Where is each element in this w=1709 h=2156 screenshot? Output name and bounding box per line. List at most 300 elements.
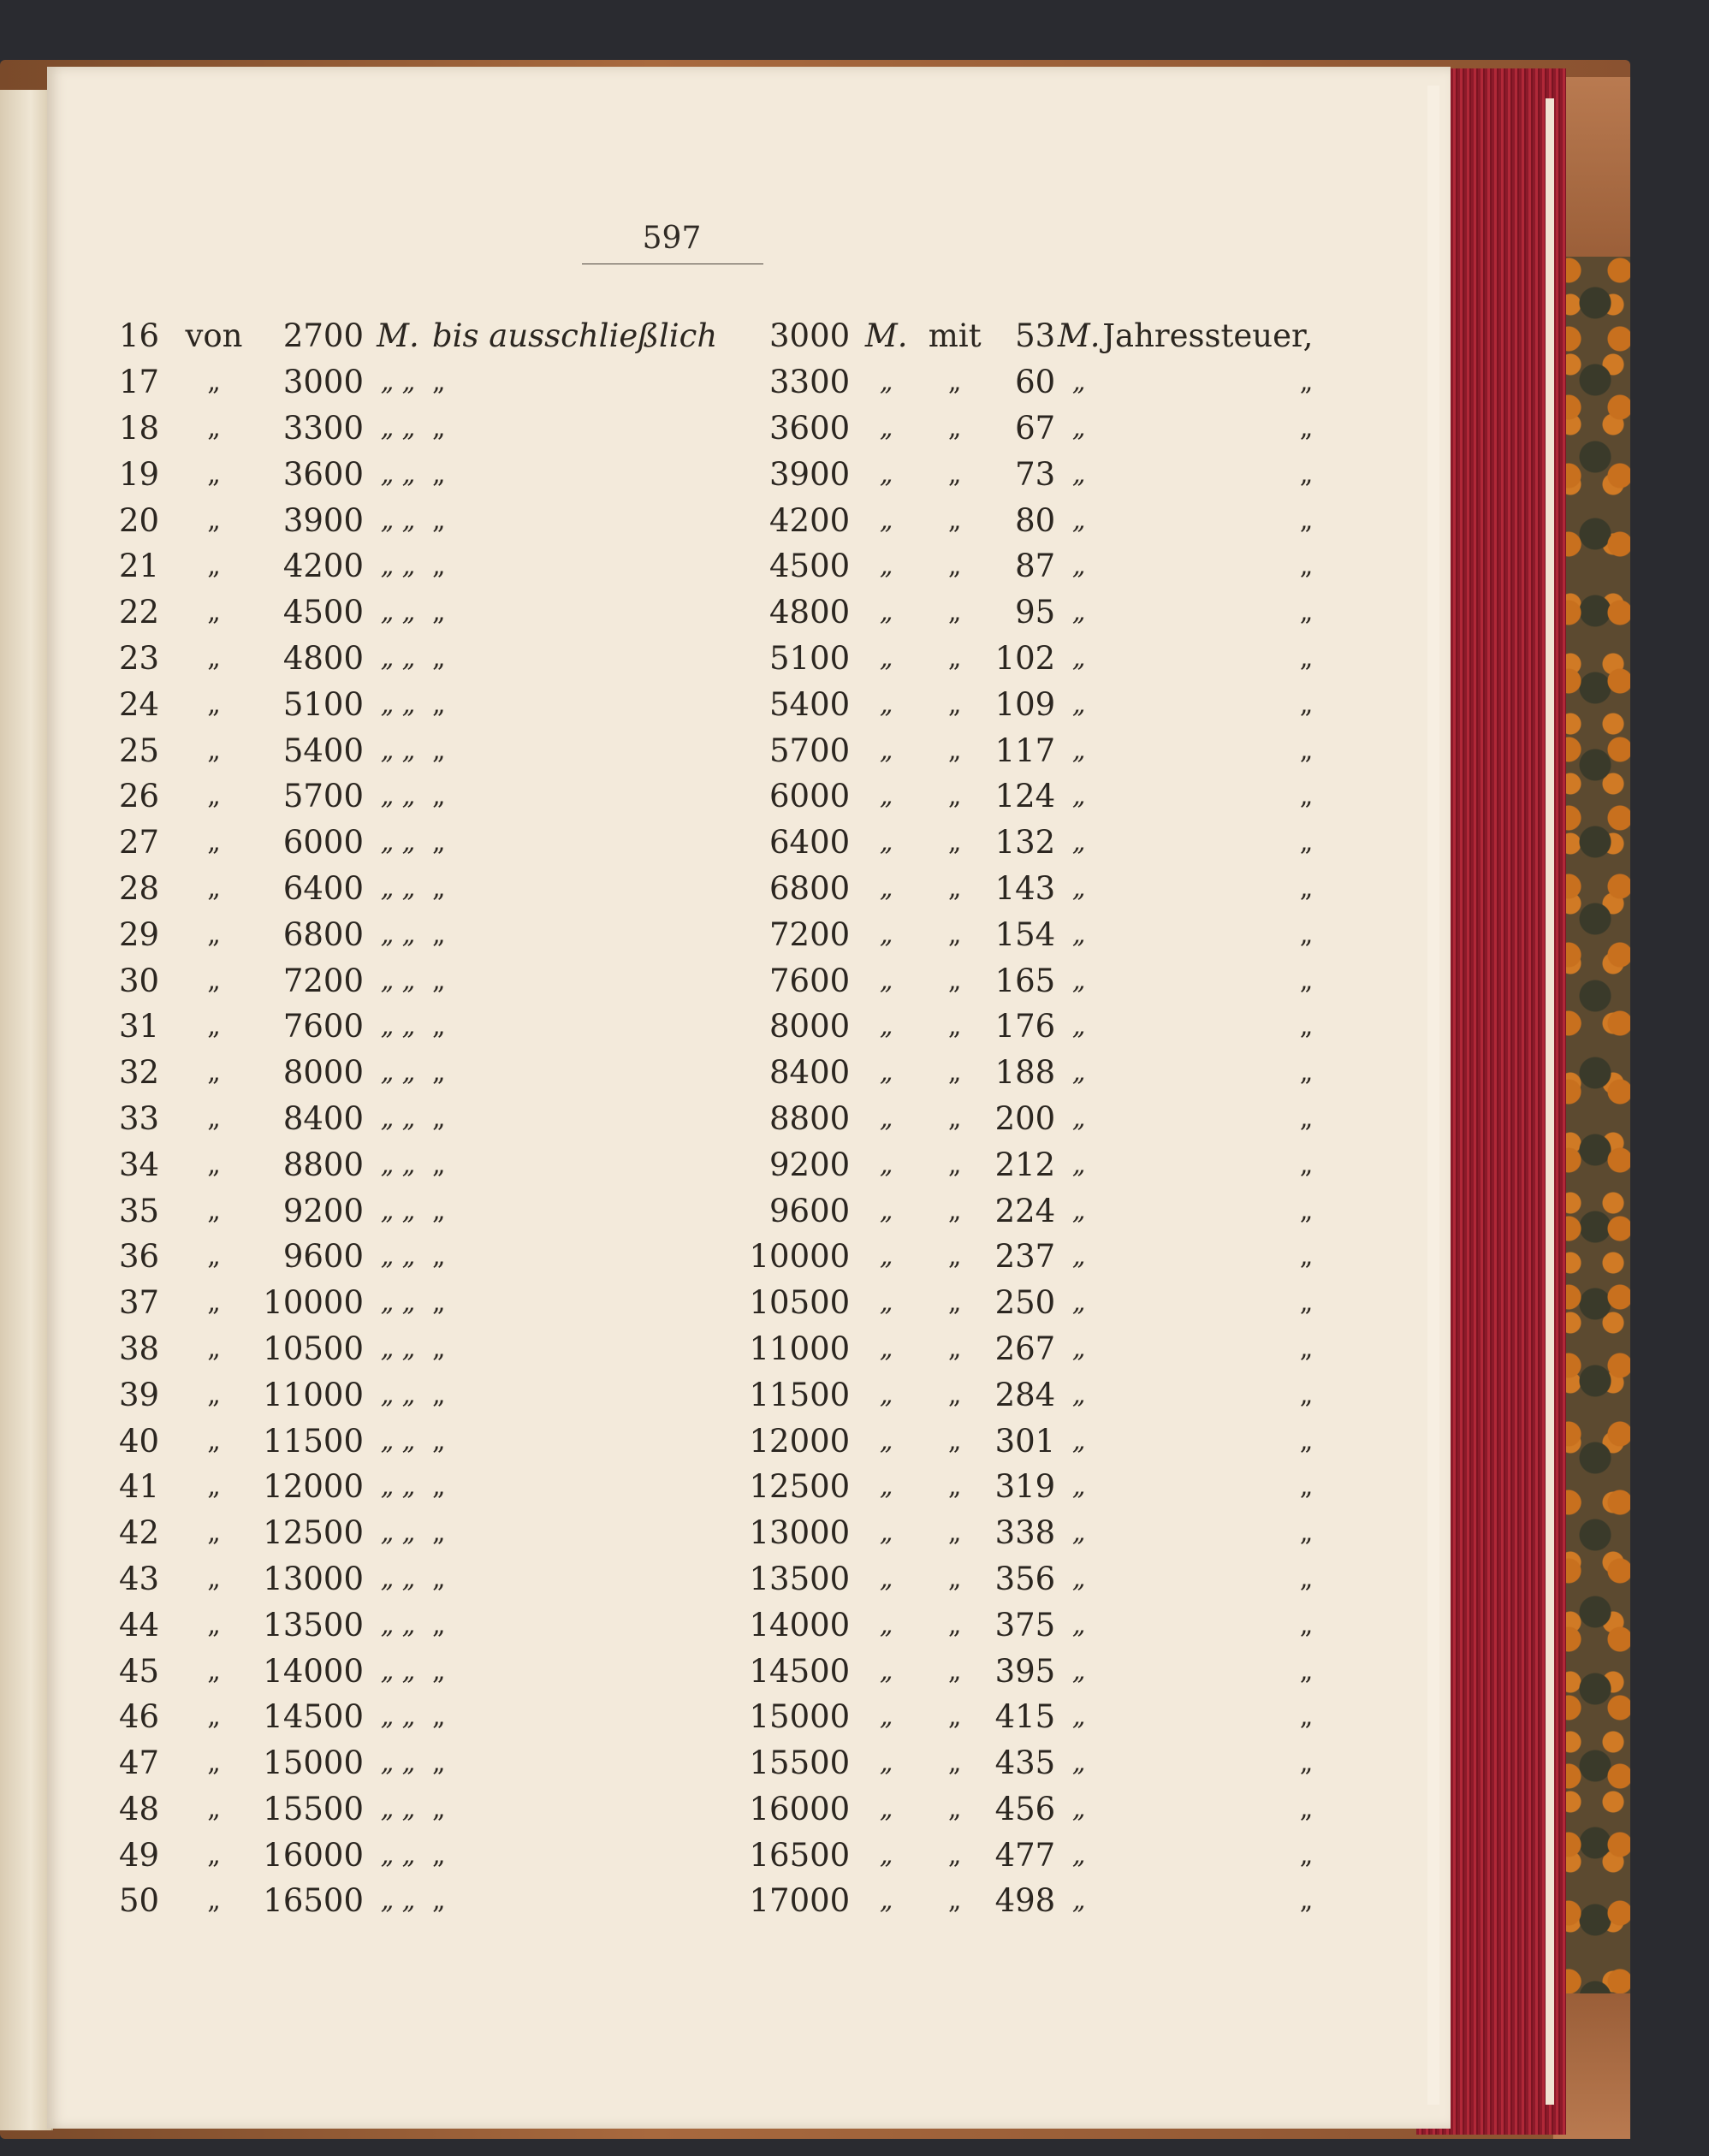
ditto-mark: „ [1071,1425,1086,1456]
annual-tax: 435 [994,1744,1056,1782]
bracket-number: 27 [118,824,160,862]
ditto-mark: „ [432,597,446,628]
table-row [103,1602,1313,1648]
page-number: 597 [642,221,702,256]
annual-tax: 154 [994,915,1056,953]
income-to: 4800 [769,594,851,631]
bracket-number: 29 [118,915,160,953]
income-to: 10000 [749,1238,851,1276]
ditto-mark: „ [947,1241,962,1272]
ditto-mark: „ [207,919,221,950]
ditto-mark: „ [207,1702,221,1732]
ditto-mark: „ [947,1702,962,1732]
ditto-mark: „ [947,827,962,858]
ditto-mark: „ [207,1011,221,1042]
ditto-mark: „ [1071,689,1086,720]
ditto-mark: „ [207,1379,221,1410]
ditto-marks: „ „ [380,1195,416,1226]
income-from: 14000 [263,1652,364,1690]
ditto-mark: „ [879,1702,893,1732]
annual-tax: 477 [994,1836,1056,1874]
income-to: 5100 [769,639,851,677]
ditto-mark: „ [1299,597,1314,628]
bracket-number: 39 [118,1376,160,1413]
ditto-mark: „ [432,505,446,536]
ditto-mark: „ [432,1886,446,1916]
ditto-mark: „ [879,1011,893,1042]
income-to: 16000 [749,1790,851,1827]
table-row [103,406,1313,452]
ditto-marks: „ „ [380,1103,416,1134]
ditto-marks: „ „ [380,505,416,536]
ditto-mark: „ [1299,1609,1314,1640]
ditto-marks: „ „ [380,643,416,673]
ditto-mark: „ [1299,1288,1314,1318]
income-from: 6000 [282,824,364,862]
ditto-mark: „ [947,412,962,443]
ditto-mark: „ [432,551,446,582]
income-from: 11500 [263,1422,364,1460]
income-to: 5700 [769,732,851,769]
table-row [103,543,1313,589]
ditto-mark: „ [879,1609,893,1640]
table-row [103,1234,1313,1280]
ditto-mark: „ [1299,643,1314,673]
mit-word: mit [928,317,982,355]
income-to: 3000 [769,317,851,355]
ditto-mark: „ [207,1149,221,1180]
annual-tax: 267 [994,1330,1056,1367]
table-row [103,1050,1313,1096]
bracket-number: 16 [118,317,160,355]
bracket-number: 45 [118,1652,160,1690]
income-from: 6400 [282,869,364,907]
income-from: 12000 [263,1468,364,1506]
income-from: 4200 [282,548,364,585]
income-to: 12000 [749,1422,851,1460]
bracket-number: 17 [118,364,160,401]
ditto-mark: „ [432,1103,446,1134]
ditto-mark: „ [432,1379,446,1410]
ditto-mark: „ [207,689,221,720]
annual-tax: 356 [994,1560,1056,1597]
ditto-mark: „ [879,919,893,950]
ditto-mark: „ [1071,735,1086,766]
income-from: 13500 [263,1606,364,1644]
ditto-mark: „ [879,1563,893,1594]
bracket-number: 28 [118,869,160,907]
ditto-mark: „ [1299,1103,1314,1134]
ditto-mark: „ [1299,459,1314,489]
ditto-mark: „ [1299,1425,1314,1456]
ditto-mark: „ [947,689,962,720]
ditto-mark: „ [432,367,446,398]
ditto-mark: „ [1299,1241,1314,1272]
ditto-mark: „ [947,1609,962,1640]
ditto-marks: „ „ [380,965,416,996]
ditto-mark: „ [432,1333,446,1364]
ditto-mark: „ [1071,412,1086,443]
ditto-mark: „ [207,1748,221,1779]
ditto-marks: „ „ [380,1288,416,1318]
ditto-mark: „ [1299,505,1314,536]
ditto-mark: „ [1299,367,1314,398]
ditto-mark: „ [207,1241,221,1272]
ditto-mark: „ [1071,1288,1086,1318]
table-row [103,1371,1313,1418]
ditto-mark: „ [1071,597,1086,628]
ditto-mark: „ [947,459,962,489]
income-from: 6800 [282,915,364,953]
ditto-mark: „ [947,1149,962,1180]
income-from: 7600 [282,1008,364,1045]
annual-tax: 250 [994,1284,1056,1322]
ditto-mark: „ [207,1886,221,1916]
jahressteuer-label: Jahressteuer, [1102,317,1314,355]
ditto-mark: „ [1299,1793,1314,1824]
table-row [103,911,1313,957]
table-row [103,866,1313,912]
income-from: 8800 [282,1146,364,1183]
annual-tax: 176 [994,1008,1056,1045]
table-row [103,681,1313,727]
income-from: 3900 [282,501,364,539]
income-to: 14500 [749,1652,851,1690]
table-row [103,957,1313,1004]
annual-tax: 132 [994,824,1056,862]
ditto-mark: „ [879,965,893,996]
table-row [103,1188,1313,1234]
table-row [103,1326,1313,1372]
ditto-mark: „ [432,781,446,812]
ditto-mark: „ [207,1333,221,1364]
ditto-mark: „ [1299,1149,1314,1180]
bracket-number: 25 [118,732,160,769]
von-word: von [185,317,243,355]
ditto-mark: „ [1071,781,1086,812]
table-row [103,1510,1313,1556]
ditto-mark: „ [1071,1195,1086,1226]
ditto-mark: „ [879,1241,893,1272]
income-to: 3300 [769,364,851,401]
annual-tax: 375 [994,1606,1056,1644]
bracket-number: 38 [118,1330,160,1367]
ditto-mark: „ [432,1563,446,1594]
table-row [103,1832,1313,1878]
ditto-mark: „ [207,551,221,582]
table-row [103,589,1313,636]
annual-tax: 456 [994,1790,1056,1827]
ditto-mark: „ [879,1425,893,1456]
ditto-marks: „ „ [380,1702,416,1732]
ditto-mark: „ [879,1793,893,1824]
mark-unit: M. [377,317,419,355]
annual-tax: 87 [1015,548,1056,585]
income-to: 15500 [749,1744,851,1782]
ditto-mark: „ [947,1288,962,1318]
table-row [103,636,1313,682]
bracket-number: 19 [118,455,160,493]
ditto-mark: „ [879,735,893,766]
ditto-mark: „ [1071,1886,1086,1916]
bracket-number: 20 [118,501,160,539]
ditto-mark: „ [947,919,962,950]
income-from: 3600 [282,455,364,493]
ditto-mark: „ [432,1149,446,1180]
bracket-number: 30 [118,962,160,999]
ditto-mark: „ [947,643,962,673]
ditto-mark: „ [947,1379,962,1410]
ditto-mark: „ [432,735,446,766]
table-row [103,1878,1313,1924]
ditto-mark: „ [432,1839,446,1870]
ditto-mark: „ [207,827,221,858]
ditto-marks: „ „ [380,1472,416,1502]
ditto-mark: „ [432,1425,446,1456]
tax-table [103,313,1313,1924]
ditto-mark: „ [432,1609,446,1640]
ditto-marks: „ „ [380,873,416,903]
annual-tax: 80 [1015,501,1056,539]
income-to: 8400 [769,1054,851,1092]
ditto-marks: „ „ [380,735,416,766]
ditto-mark: „ [432,827,446,858]
bracket-number: 42 [118,1514,160,1552]
annual-tax: 143 [994,869,1056,907]
annual-tax: 395 [994,1652,1056,1690]
ditto-mark: „ [1071,1057,1086,1088]
income-from: 5100 [282,685,364,723]
ditto-mark: „ [947,965,962,996]
annual-tax: 338 [994,1514,1056,1552]
ditto-mark: „ [1299,1333,1314,1364]
ditto-mark: „ [207,781,221,812]
ditto-mark: „ [1071,1333,1086,1364]
ditto-mark: „ [879,1333,893,1364]
annual-tax: 301 [994,1422,1056,1460]
ditto-mark: „ [1299,781,1314,812]
ditto-mark: „ [432,1195,446,1226]
ditto-mark: „ [879,1195,893,1226]
ditto-marks: „ „ [380,551,416,582]
ditto-mark: „ [1299,1379,1314,1410]
table-row [103,1141,1313,1188]
ditto-mark: „ [1071,1563,1086,1594]
ditto-marks: „ „ [380,1563,416,1594]
ditto-mark: „ [879,1379,893,1410]
income-to: 3600 [769,409,851,447]
ditto-mark: „ [432,412,446,443]
ditto-mark: „ [432,1748,446,1779]
income-from: 8000 [282,1054,364,1092]
income-to: 6800 [769,869,851,907]
bracket-number: 18 [118,409,160,447]
income-to: 13500 [749,1560,851,1597]
ditto-mark: „ [1299,1839,1314,1870]
ditto-mark: „ [1299,1702,1314,1732]
ditto-mark: „ [1299,551,1314,582]
income-to: 6000 [769,778,851,815]
ditto-mark: „ [432,919,446,950]
bracket-number: 40 [118,1422,160,1460]
page-edge-highlight-inner [1546,98,1554,2105]
income-to: 4200 [769,501,851,539]
income-to: 10500 [749,1284,851,1322]
income-to: 7600 [769,962,851,999]
annual-tax: 95 [1015,594,1056,631]
ditto-mark: „ [1071,1656,1086,1686]
table-row [103,820,1313,866]
ditto-mark: „ [879,1472,893,1502]
income-to: 3900 [769,455,851,493]
bracket-number: 35 [118,1192,160,1229]
income-to: 9600 [769,1192,851,1229]
ditto-mark: „ [947,1563,962,1594]
ditto-mark: „ [432,1656,446,1686]
annual-tax: 60 [1015,364,1056,401]
ditto-marks: „ „ [380,1793,416,1824]
ditto-mark: „ [879,551,893,582]
income-to: 5400 [769,685,851,723]
income-to: 8000 [769,1008,851,1045]
ditto-mark: „ [1071,827,1086,858]
ditto-marks: „ „ [380,1748,416,1779]
ditto-mark: „ [1299,1748,1314,1779]
bracket-number: 41 [118,1468,160,1506]
ditto-mark: „ [947,1103,962,1134]
income-from: 13000 [263,1560,364,1597]
ditto-mark: „ [1071,1149,1086,1180]
annual-tax: 319 [994,1468,1056,1506]
ditto-mark: „ [1071,1379,1086,1410]
bracket-number: 50 [118,1882,160,1920]
ditto-marks: „ „ [380,1886,416,1916]
bracket-number: 49 [118,1836,160,1874]
ditto-mark: „ [1071,643,1086,673]
table-row [103,1280,1313,1326]
ditto-mark: „ [432,1241,446,1272]
ditto-mark: „ [1299,1518,1314,1549]
ditto-mark: „ [1299,412,1314,443]
ditto-marks: „ „ [380,459,416,489]
ditto-mark: „ [432,643,446,673]
annual-tax: 165 [994,962,1056,999]
ditto-mark: „ [432,689,446,720]
ditto-mark: „ [879,827,893,858]
income-from: 3300 [282,409,364,447]
income-to: 9200 [769,1146,851,1183]
income-from: 14500 [263,1698,364,1736]
ditto-marks: „ „ [380,827,416,858]
ditto-marks: „ „ [380,1518,416,1549]
income-from: 5400 [282,732,364,769]
ditto-mark: „ [1071,1472,1086,1502]
ditto-mark: „ [1299,1886,1314,1916]
ditto-marks: „ „ [380,1609,416,1640]
table-row [103,359,1313,406]
table-row [103,1004,1313,1050]
ditto-mark: „ [207,1839,221,1870]
table-row [103,1740,1313,1786]
ditto-mark: „ [947,1057,962,1088]
ditto-mark: „ [947,1011,962,1042]
ditto-mark: „ [879,643,893,673]
ditto-mark: „ [879,873,893,903]
ditto-mark: „ [879,1886,893,1916]
table-row [103,1786,1313,1833]
bracket-number: 23 [118,639,160,677]
ditto-mark: „ [1299,1195,1314,1226]
ditto-mark: „ [1071,551,1086,582]
bracket-number: 44 [118,1606,160,1644]
ditto-mark: „ [879,1288,893,1318]
ditto-mark: „ [1071,367,1086,398]
ditto-mark: „ [1071,873,1086,903]
ditto-mark: „ [879,1103,893,1134]
ditto-mark: „ [1299,919,1314,950]
ditto-mark: „ [1299,1011,1314,1042]
ditto-marks: „ „ [380,1379,416,1410]
ditto-mark: „ [1071,505,1086,536]
ditto-marks: „ „ [380,781,416,812]
bis-ausschliesslich: bis ausschließlich [432,317,718,355]
ditto-mark: „ [947,735,962,766]
income-to: 16500 [749,1836,851,1874]
bracket-number: 22 [118,594,160,631]
income-from: 15000 [263,1744,364,1782]
bracket-number: 34 [118,1146,160,1183]
ditto-mark: „ [879,1518,893,1549]
income-to: 17000 [749,1882,851,1920]
ditto-mark: „ [432,965,446,996]
income-from: 5700 [282,778,364,815]
ditto-marks: „ „ [380,1241,416,1272]
income-to: 13000 [749,1514,851,1552]
table-row [103,451,1313,497]
mark-unit: M. [864,317,908,355]
ditto-mark: „ [207,1656,221,1686]
ditto-mark: „ [947,1472,962,1502]
income-to: 15000 [749,1698,851,1736]
ditto-mark: „ [207,965,221,996]
annual-tax: 200 [994,1099,1056,1137]
ditto-marks: „ „ [380,1839,416,1870]
income-from: 4500 [282,594,364,631]
ditto-mark: „ [1299,827,1314,858]
ditto-mark: „ [207,1057,221,1088]
income-from: 11000 [263,1376,364,1413]
ditto-mark: „ [207,597,221,628]
income-to: 14000 [749,1606,851,1644]
ditto-mark: „ [207,1288,221,1318]
income-to: 7200 [769,915,851,953]
table-row [103,727,1313,773]
annual-tax: 124 [994,778,1056,815]
ditto-mark: „ [1071,1839,1086,1870]
income-to: 8800 [769,1099,851,1137]
page-edge-highlight [1427,86,1439,2105]
ditto-mark: „ [879,781,893,812]
income-from: 16500 [263,1882,364,1920]
ditto-mark: „ [1299,1472,1314,1502]
ditto-mark: „ [947,1518,962,1549]
ditto-mark: „ [1071,965,1086,996]
ditto-marks: „ „ [380,1011,416,1042]
annual-tax: 498 [994,1882,1056,1920]
ditto-mark: „ [947,551,962,582]
ditto-mark: „ [1299,689,1314,720]
ditto-mark: „ [879,412,893,443]
